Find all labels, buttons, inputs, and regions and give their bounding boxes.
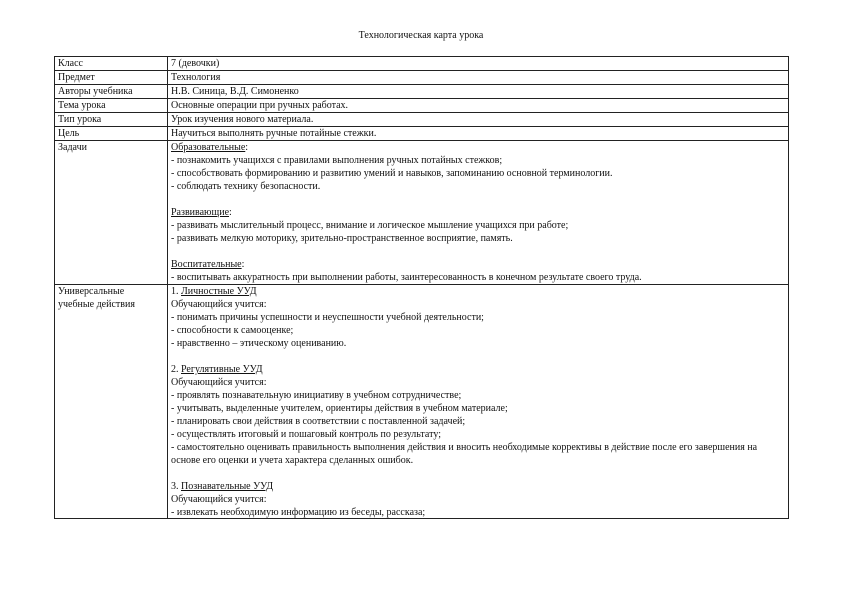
table-row — [55, 85, 789, 99]
table-row — [55, 285, 789, 519]
row-label-topic: Тема урока — [55, 99, 168, 113]
list-item: - познакомить учащихся с правилами выполнения ручных потайных стежков; — [171, 155, 503, 166]
list-item: - планировать свои действия в соответствии с поставленной задачей; — [171, 416, 466, 427]
list-item: - воспитывать аккуратность при выполнении работы, заинтересованность в конечном результате своего труда. — [171, 272, 642, 283]
row-value-lesson-type: Урок изучения нового материала. — [168, 113, 789, 127]
list-item: - нравственно – этическому оцениванию. — [171, 338, 347, 349]
row-label-goal: Цель — [55, 127, 168, 141]
list-item: - соблюдать технику безопасности. — [171, 181, 321, 192]
list-item: - самостоятельно оценивать правильность выполнения действия и вносить необходимые коррективы в действие после его завершения на основе его оценки и учета характера сделанных ошибок. — [171, 442, 758, 466]
uud-label-line: учебные действия — [58, 299, 135, 310]
cognitive-heading: Познавательные УУД — [181, 481, 274, 492]
table-row — [55, 71, 789, 85]
row-value-authors: Н.В. Синица, В.Д. Симоненко — [168, 85, 789, 99]
section-subheading: Обучающийся учится: — [171, 299, 267, 310]
row-label-tasks: Задачи — [55, 141, 168, 285]
list-item: - осуществлять итоговый и пошаговый контроль по результату; — [171, 429, 441, 440]
row-label-subject: Предмет — [55, 71, 168, 85]
table-row — [55, 127, 789, 141]
section-heading: Образовательные: — [171, 142, 249, 153]
list-item: - извлекать необходимую информацию из беседы, рассказа; — [171, 507, 426, 518]
section-subheading: Обучающийся учится: — [171, 494, 267, 505]
list-item: - способности к самооценке; — [171, 325, 294, 336]
list-item: - учитывать, выделенные учителем, ориентиры действия в учебном материале; — [171, 403, 508, 414]
section-heading: 3. Познавательные УУД — [171, 481, 274, 492]
section-subheading: Обучающийся учится: — [171, 377, 267, 388]
table-row — [55, 99, 789, 113]
table-row — [55, 57, 789, 71]
list-item: - развивать мыслительный процесс, внимание и логическое мышление учащихся при работе; — [171, 220, 569, 231]
row-value-class: 7 (девочки) — [168, 57, 789, 71]
row-label-lesson-type: Тип урока — [55, 113, 168, 127]
list-item: - способствовать формированию и развитию умений и навыков, запоминанию основной терминологии. — [171, 168, 613, 179]
upb-heading: Воспитательные — [171, 259, 242, 270]
row-label-authors: Авторы учебника — [55, 85, 168, 99]
table-row — [55, 113, 789, 127]
row-value-goal: Научиться выполнять ручные потайные стежки. — [168, 127, 789, 141]
section-heading: 1. Личностные УУД — [171, 286, 257, 297]
edu-heading: Образовательные — [171, 142, 246, 153]
row-label-uud — [55, 285, 168, 519]
personal-heading: Личностные УУД — [181, 286, 257, 297]
dev-heading: Развивающие — [171, 207, 230, 218]
page-title: Технологическая карта урока — [358, 30, 484, 41]
lesson-map-table — [54, 56, 789, 519]
uud-cell — [168, 285, 789, 519]
row-label-class: Класс — [55, 57, 168, 71]
list-item: - понимать причины успешности и неуспешности учебной деятельности; — [171, 312, 484, 323]
list-item: - развивать мелкую моторику, зрительно-пространственное восприятие, память. — [171, 233, 513, 244]
regulatory-heading: Регулятивные УУД — [181, 364, 263, 375]
section-heading: 2. Регулятивные УУД — [171, 364, 263, 375]
row-value-topic: Основные операции при ручных работах. — [168, 99, 789, 113]
list-item: - проявлять познавательную инициативу в учебном сотрудничестве; — [171, 390, 462, 401]
section-heading: Развивающие: — [171, 207, 232, 218]
table-row — [55, 141, 789, 285]
uud-label-line: Универсальные — [58, 286, 125, 297]
row-value-subject: Технология — [168, 71, 789, 85]
section-heading: Воспитательные: — [171, 259, 245, 270]
tasks-cell — [168, 141, 789, 285]
